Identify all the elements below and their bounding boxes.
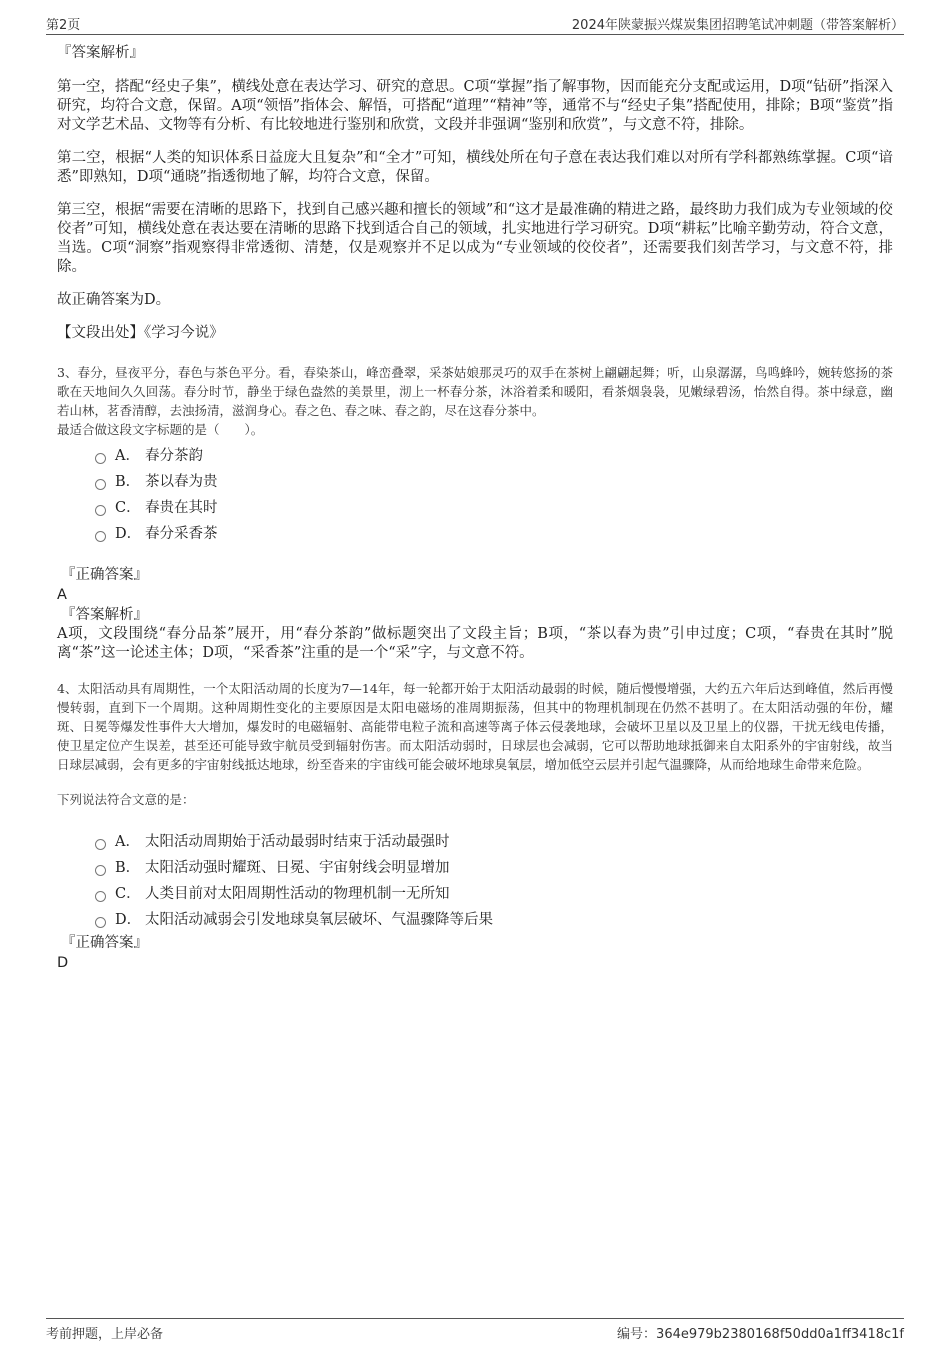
radio-icon[interactable] [95, 917, 106, 928]
analysis-conclusion: 故正确答案为D。 [57, 292, 171, 308]
page-header [46, 14, 904, 35]
analysis-paragraph-2: 第二空，根据“人类的知识体系日益庞大且复杂”和“全才”可知，横线处所在句子意在表达我们难以对所有学科都熟练掌握。C项“谙悉”即熟知，D项“通晓”指透彻地了解，均符合文意，保留。 [57, 150, 893, 185]
radio-icon[interactable] [95, 479, 106, 490]
analysis-title: 『答案解析』 [57, 45, 144, 61]
radio-icon[interactable] [95, 865, 106, 876]
question-3-text: 3、春分，昼夜平分，春色与茶色平分。看，春染茶山，峰峦叠翠，采茶姑娘那灵巧的双手在茶树上翩翩起舞；听，山泉潺潺，鸟鸣蜂吟，婉转悠扬的茶歌在天地间久久回荡。春分时节，静坐于绿色盎然的美景里，沏上一杯春分茶，沐浴着柔和暖阳，看茶烟袅袅，见嫩绿碧汤，怡然自得。茶中绿意，幽若山林，茗香清醇，去浊扬清，滋润身心。春之色、春之味、春之韵，尽在这春分茶中。 [57, 365, 893, 418]
option-a[interactable]: A． 太阳活动周期始于活动最弱时结束于活动最强时 [95, 829, 893, 855]
radio-icon[interactable] [95, 839, 106, 850]
question-4-text: 4、太阳活动具有周期性，一个太阳活动周的长度为7—14年，每一轮都开始于太阳活动最弱的时候，随后慢慢增强，大约五六年后达到峰值，然后再慢慢转弱，直到下一个周期。这种周期性变化的主要原因是太阳电磁场的准周期振荡，但其中的物理机制现在仍然不甚明了。在太阳活动强的年份，耀斑、日冕等爆发性事件大大增加，爆发时的电磁辐射、高能带电粒子流和高速等离子体云侵袭地球，会破坏卫星以及卫星上的仪器，干扰无线电传播，使卫星定位产生误差，甚至还可能导致宇航员受到辐射伤害。而太阳活动弱时，日球层也会减弱，它可以帮助地球抵御来自太阳系外的宇宙射线，故当日球层减弱，会有更多的宇宙射线抵达地球，纷至沓来的宇宙线可能会破坏地球臭氧层，增加低空云层并引起气温骤降，从而给地球生命带来危险。 [57, 681, 893, 772]
option-c[interactable]: C． 人类目前对太阳周期性活动的物理机制一无所知 [95, 881, 893, 907]
page-content [57, 42, 893, 973]
footer-slogan: 考前押题，上岸必备 [46, 1327, 164, 1342]
question-3-analysis: A项，文段围绕“春分品茶”展开，用“春分茶韵”做标题突出了文段主旨；B项，“茶以春为贵”引申过度；C项，“春贵在其时”脱离“茶”这一论述主体；D项，“采香茶”注重的是一个“采”字，与文意不符。 [57, 626, 893, 661]
analysis-paragraph-3: 第三空，根据“需要在清晰的思路下，找到自己感兴趣和擅长的领域”和“这才是最准确的精进之路，最终助力我们成为专业领域的佼佼者”可知，横线处意在表达要在清晰的思路下找到适合自己的领域，扎实地进行学习研究。D项“耕耘”比喻辛勤劳动，符合文意，当选。C项“洞察”指观察得非常透彻、清楚，仅是观察并不足以成为“专业领域的佼佼者”，还需要我们刻苦学习，与文意不符，排除。 [57, 202, 893, 275]
radio-icon[interactable] [95, 891, 106, 902]
question-4-prompt: 下列说法符合文意的是： [57, 792, 195, 807]
option-b[interactable]: B． 太阳活动强时耀斑、日冕、宇宙射线会明显增加 [95, 855, 893, 881]
option-c[interactable]: C． 春贵在其时 [95, 495, 893, 521]
option-d[interactable]: D． 太阳活动减弱会引发地球臭氧层破坏、气温骤降等后果 [95, 907, 893, 933]
option-d[interactable]: D． 春分采香茶 [95, 521, 893, 547]
question-3 [57, 363, 893, 663]
code-label: 编号： [617, 1327, 657, 1342]
correct-answer: A [57, 587, 67, 603]
radio-icon[interactable] [95, 531, 106, 542]
radio-icon[interactable] [95, 505, 106, 516]
question-4-options [95, 829, 893, 933]
correct-answer-title: 『正确答案』 [61, 935, 148, 951]
document-code [617, 1323, 904, 1342]
document-title: 2024年陕蒙振兴煤炭集团招聘笔试冲刺题（带答案解析） [571, 18, 904, 33]
question-3-options [95, 443, 893, 547]
analysis-title: 『答案解析』 [61, 607, 148, 623]
option-a[interactable]: A． 春分茶韵 [95, 443, 893, 469]
option-b[interactable]: B． 茶以春为贵 [95, 469, 893, 495]
correct-answer: D [57, 955, 69, 971]
code-value: 364e979b2380168f50dd0a1ff3418c1f [656, 1327, 904, 1342]
question-4 [57, 679, 893, 973]
question-3-prompt: 最适合做这段文字标题的是（ ）。 [57, 422, 264, 437]
analysis-paragraph-1: 第一空，搭配“经史子集”，横线处意在表达学习、研究的意思。C项“掌握”指了解事物，因而能充分支配或运用，D项“钻研”指深入研究，均符合文意，保留。A项“领悟”指体会、解悟，可搭配“道理”“精神”等，通常不与“经史子集”搭配使用，排除；B项“鉴赏”指对文学艺术品、文物等有分析、有比较地进行鉴别和欣赏，文段并非强调“鉴别和欣赏”，与文意不符，排除。 [57, 79, 893, 133]
page-number: 第2页 [46, 18, 81, 33]
page-footer [46, 1318, 904, 1342]
radio-icon[interactable] [95, 453, 106, 464]
correct-answer-title: 『正确答案』 [61, 567, 148, 583]
source-citation: 【文段出处】《学习今说》 [57, 325, 224, 341]
